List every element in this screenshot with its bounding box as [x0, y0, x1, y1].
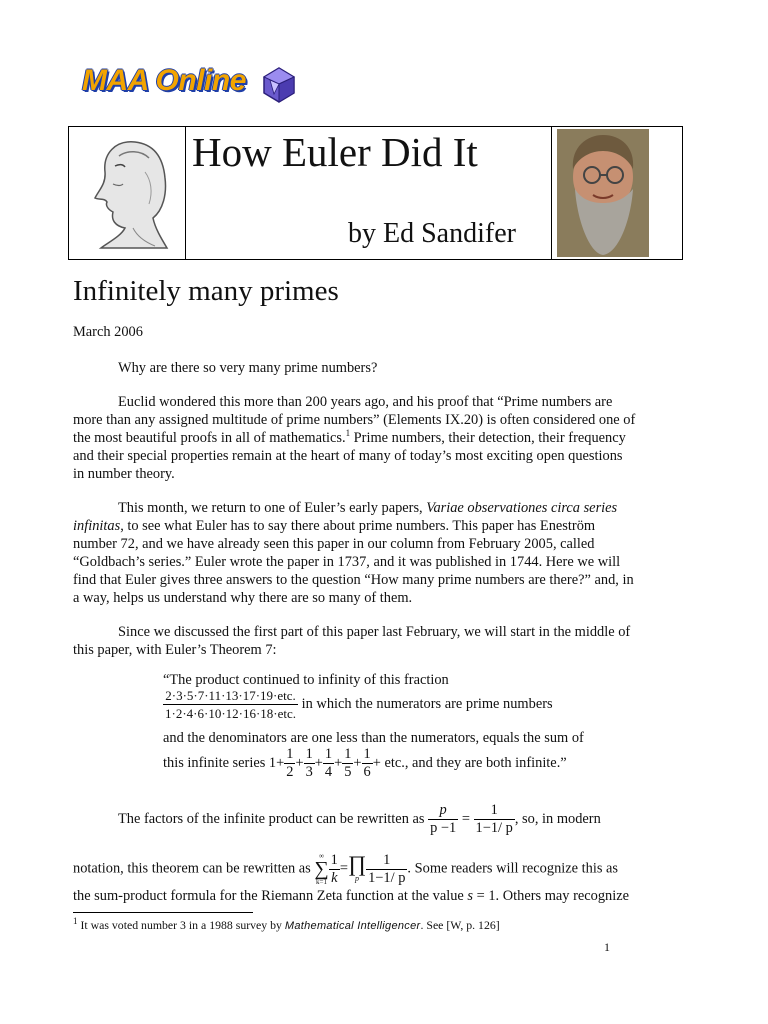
series-term-4 — [342, 747, 353, 780]
footnote-mark: 1 — [73, 916, 78, 927]
series-term-3-numerator: 1 — [324, 746, 333, 762]
page-number: 1 — [604, 940, 610, 954]
product-fraction — [163, 688, 298, 721]
paragraph-6-text: notation, this theorem can be rewritten as — [73, 860, 311, 877]
paragraph-7-text: the sum-product formula for the Riemann Zeta function at the value — [73, 888, 468, 904]
footnote-journal: Mathematical Intelligencer — [284, 920, 421, 932]
equals-sign: = — [461, 810, 470, 827]
header-divider-right — [551, 127, 552, 259]
paragraph-3-line-6: a way, helps us understand why there are so many of them. — [73, 590, 413, 606]
paragraph-4-line-1: Since we discussed the first part of this paper last February, we will start in the middle of — [118, 624, 631, 640]
paragraph-3-line-1-text: This month, we return to one of Euler’s early papers, — [118, 500, 427, 516]
factor-fraction-1-denominator: p −1 — [430, 820, 457, 836]
sum-fraction-numerator: 1 — [330, 851, 338, 868]
paper-title-italic-cont: infinitas — [73, 518, 121, 534]
paragraph-2-line-1: Euclid wondered this more than 200 years ago, and his proof that “Prime numbers are — [118, 394, 613, 410]
sum-fraction — [329, 853, 340, 886]
summation-upper: ∞ — [319, 852, 325, 860]
factor-fraction-2 — [474, 803, 515, 836]
quote-line-2-text: in which the numerators are prime numbers — [298, 695, 553, 712]
author-photo — [557, 129, 649, 257]
series-term-1-denominator: 2 — [286, 764, 294, 780]
paragraph-3-line-2-text: , to see what Euler has to say there about prime numbers. This paper has Eneström — [120, 518, 596, 534]
factor-fraction-1-var: p — [439, 802, 447, 818]
paragraph-5-end: , so, in modern — [514, 810, 601, 827]
footnote-1 — [73, 918, 500, 933]
prod-fraction — [366, 853, 407, 886]
factor-fraction-1 — [428, 803, 458, 836]
quote-line-4-text: this infinite series — [163, 754, 269, 771]
sum-fraction-var: k — [331, 869, 338, 886]
sum-fraction-denominator — [329, 870, 340, 886]
paragraph-7-end: = 1. Others may recognize — [473, 888, 629, 904]
polyhedron-icon — [260, 66, 298, 104]
product-lower: p — [355, 874, 360, 883]
prod-fraction-numerator: 1 — [366, 853, 407, 870]
paragraph-7-var: s — [467, 888, 474, 904]
series-term-2-numerator: 1 — [305, 746, 313, 762]
footnote-text: It was voted number 3 in a 1988 survey by — [77, 918, 285, 932]
footnote-reference[interactable]: 1 — [345, 428, 351, 439]
factor-fraction-2-numerator: 1 — [474, 803, 515, 820]
paragraph-3-line-5: find that Euler gives three answers to the question “How many prime numbers are there?” and, in — [73, 572, 634, 588]
footnote-divider — [73, 912, 253, 913]
article-date: March 2006 — [73, 324, 143, 340]
product-numerator: 2·3·5·7·11·13·17·19·etc. — [163, 688, 298, 705]
paragraph-3-line-3: number 72, and we have already seen this paper in our column from February 2005, called — [73, 536, 595, 552]
series-term-4-numerator: 1 — [344, 746, 352, 762]
quote-line-4-end: , and they are both infinite.” — [404, 754, 567, 771]
paragraph-7 — [73, 887, 629, 905]
paragraph-3-line-4: “Goldbach’s series.” Euler wrote the paper in 1737, and it was published in 1744. Here we will — [73, 554, 621, 570]
series-term-3 — [323, 747, 334, 780]
paragraph-4-line-2: this paper, with Euler’s Theorem 7: — [73, 642, 277, 658]
paragraph-1: Why are there so very many prime numbers? — [118, 360, 378, 376]
euler-portrait-image — [75, 132, 179, 256]
paragraph-2-line-5: in number theory. — [73, 466, 175, 482]
factor-fraction-2-denominator: 1−1/ p — [475, 820, 513, 836]
series-term-5 — [362, 747, 373, 780]
series-tail: + etc. — [372, 754, 405, 771]
paragraph-2-line-3 — [73, 429, 626, 447]
paragraph-6-end: . Some readers will recognize this as — [407, 860, 619, 877]
maa-online-logo[interactable] — [82, 64, 312, 106]
product-symbol — [347, 851, 367, 884]
series-term-1 — [284, 747, 295, 780]
product-denominator: 1·2·4·6·10·12·16·18·etc. — [165, 706, 297, 721]
series-term-5-denominator: 6 — [363, 764, 371, 780]
quote-line-3: and the denominators are one less than the numerators, equals the sum of — [163, 730, 584, 746]
quote-line-2 — [163, 688, 553, 721]
author-byline: by Ed Sandifer — [348, 218, 516, 249]
paragraph-3-line-1 — [118, 499, 617, 517]
series-term-2 — [304, 747, 315, 780]
sigma-icon: ∑ — [314, 858, 329, 880]
logo-text: MAA Online — [82, 64, 246, 97]
section-title: Infinitely many primes — [73, 275, 339, 307]
series-term-1-numerator: 1 — [286, 746, 294, 762]
series-lead: 1+ — [268, 754, 285, 771]
summation-lower: k=1 — [316, 878, 327, 886]
paragraph-6 — [73, 852, 618, 886]
page-title: How Euler Did It — [192, 129, 478, 175]
paragraph-5 — [118, 803, 601, 836]
paragraph-2-line-3-text: the most beautiful proofs in all of mathematics. — [73, 430, 346, 446]
series-term-5-numerator: 1 — [363, 746, 371, 762]
paragraph-2-line-2: more than any assigned multitude of prime numbers” (Elements IX.20) is often considered one of — [73, 412, 636, 428]
quote-line-4: this infinite series 1+ $\frac{1}{2}$ + $\frac{1}{3}$ + $\frac{1}{4}$ + $\frac{1}{5}$ + $\frac{1}{6}$ + etc., and they are both infinite.” — [163, 746, 567, 780]
paragraph-5-text: The factors of the infinite product can be rewritten as — [118, 810, 425, 827]
series-term-3-denominator: 4 — [324, 764, 333, 780]
paper-title-italic: Variae observationes circa series — [426, 500, 618, 516]
pi-product-icon: ∏ — [347, 851, 367, 876]
footnote-end: . See [W, p. 126] — [420, 918, 500, 932]
factor-fraction-1-numerator — [428, 803, 458, 820]
quote-line-1: “The product continued to infinity of this fraction — [163, 672, 449, 688]
paragraph-2-line-4: and their special properties remain at the heart of many of today’s most exciting open questions — [73, 448, 623, 464]
sum-equals-sign: = — [339, 860, 348, 877]
series-term-2-denominator: 3 — [305, 764, 313, 780]
prod-fraction-denominator: 1−1/ p — [368, 869, 406, 886]
paragraph-3-line-2 — [73, 517, 595, 535]
paragraph-2-line-3-continued: Prime numbers, their detection, their frequency — [353, 430, 626, 446]
header-divider-left — [185, 127, 186, 259]
series-term-4-denominator: 5 — [344, 764, 352, 780]
summation-symbol — [314, 852, 328, 886]
